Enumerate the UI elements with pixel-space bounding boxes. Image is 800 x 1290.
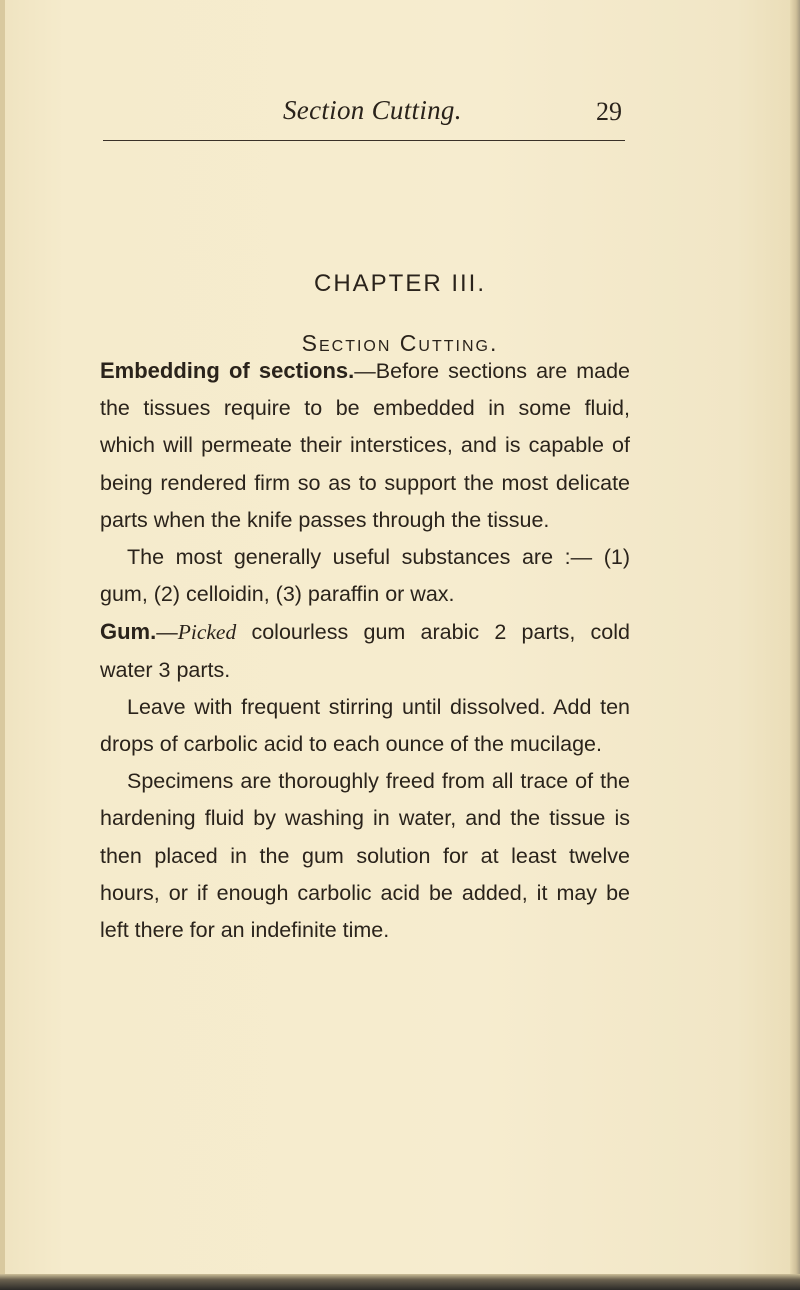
paragraph-text: —Before sections are made the tissues require to be embedded in some fluid, which will permeate their interstices, and is capable of being rendered firm so as to support the most delicate parts when the knife passes through the tissue. [100,359,630,532]
run-in-heading-gum: Gum. [100,619,157,645]
paragraph-substances [100,539,630,613]
body-text [100,352,630,949]
running-head [0,95,800,135]
running-title: Section Cutting. [283,95,462,125]
paragraph-text: Specimens are thoroughly freed from all trace of the hardening fluid by washing in water, and the tissue is then placed in the gum solution for at least twelve hours, or if enough carbolic acid be added, it may be left there for an indefinite time. [100,769,630,943]
page-number: 29 [596,97,622,126]
page-right-edge [790,0,800,1290]
paragraph-stirring [100,689,630,763]
header-rule [103,140,625,141]
section-heading: Section Cutting. [301,330,499,356]
page-left-edge [0,0,5,1290]
em-dash: — [156,620,178,645]
paragraph-gum [100,613,630,688]
italic-word: Picked [177,620,237,645]
run-in-heading-embedding: Embedding of sections. [100,358,355,383]
chapter-heading: CHAPTER III. [313,270,487,297]
page-bottom-edge [0,1274,800,1290]
paragraph-text: Leave with frequent stirring until dissolved. Add ten drops of carbolic acid to each ounce of the mucilage. [100,694,630,757]
paragraph-text: colourless gum arabic 2 parts, cold water 3 parts. [100,620,630,682]
paragraph-embedding [100,352,630,539]
paragraph-text: The most generally useful substances are :— (1) gum, (2) celloidin, (3) paraffin or wax. [100,545,630,607]
paragraph-specimens [100,763,630,949]
